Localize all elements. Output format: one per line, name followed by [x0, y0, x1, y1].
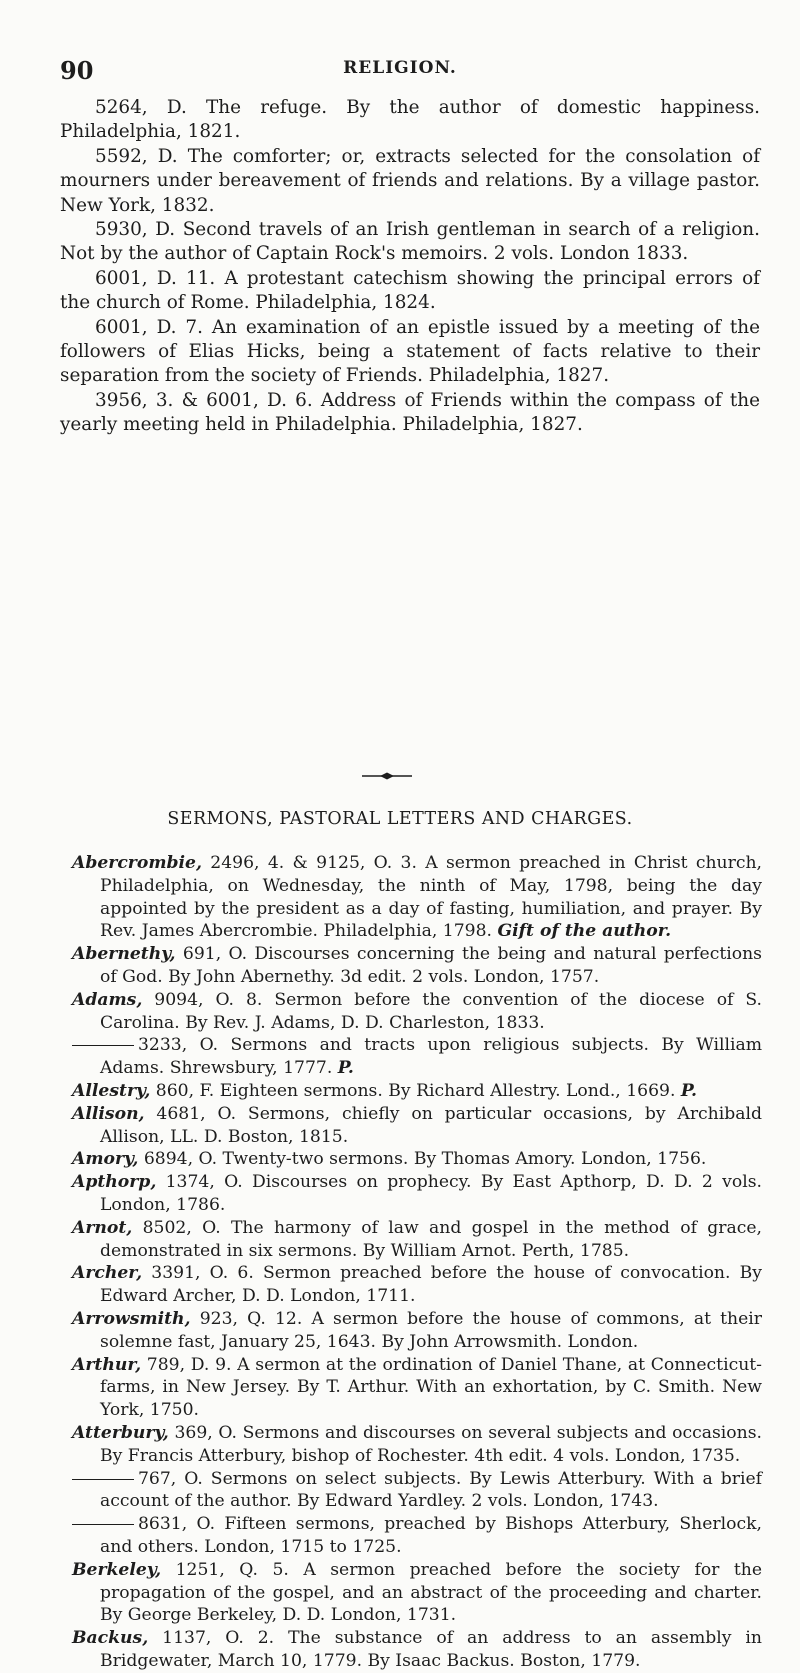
- section-heading: SERMONS, PASTORAL LETTERS AND CHARGES.: [167, 809, 633, 829]
- sermon-entry: [72, 1217, 762, 1263]
- catalog-entry: 5930, D. Second travels of an Irish gentleman in search of a religion. Not by the author of Captain Rock's memoirs. 2 vols. London 1833.: [60, 219, 760, 265]
- entry-note: Gift of the author.: [497, 921, 672, 942]
- entry-author: Adams,: [72, 989, 143, 1010]
- entry-text: 6894, O. Twenty-two sermons. By Thomas Amory. London, 1756.: [138, 1149, 707, 1170]
- sermon-entry: [72, 1513, 762, 1559]
- entry-author: Arnot,: [72, 1217, 133, 1238]
- sermon-entry: [72, 852, 762, 943]
- entry-text: 3233, O. Sermons and tracts upon religious subjects. By William Adams. Shrewsbury, 1777.: [100, 1035, 762, 1079]
- sermon-entry: [72, 1308, 762, 1354]
- entry-author: Berkeley,: [72, 1559, 162, 1580]
- entry-author: Amory,: [72, 1149, 139, 1170]
- entry-author: Allison,: [72, 1103, 145, 1124]
- sermon-entry: [72, 1354, 762, 1422]
- sermon-entry: [72, 1148, 762, 1171]
- section-divider-ornament: [360, 771, 414, 781]
- sermon-entry: [72, 1171, 762, 1217]
- entry-text: 8631, O. Fifteen sermons, preached by Bishops Atterbury, Sherlock, and others. London, 1715 to 1725.: [100, 1514, 762, 1557]
- entry-text: 369, O. Sermons and discourses on several subjects and occasions. By Francis Atterbury, bishop of Rochester. 4th edit. 4 vols. London, 1735.: [100, 1422, 762, 1466]
- entry-author: Archer,: [72, 1263, 143, 1284]
- sermon-entry: [72, 989, 762, 1035]
- sermon-entry: [72, 1468, 762, 1514]
- entry-text: 3391, O. 6. Sermon preached before the house of convocation. By Edward Archer, D. D. London, 1711.: [100, 1263, 762, 1307]
- entry-text: 1374, O. Discourses on prophecy. By East Apthorp, D. D. 2 vols. London, 1786.: [100, 1172, 762, 1215]
- top-entries: [60, 96, 760, 438]
- entry-text: 860, F. Eighteen sermons. By Richard Allestry. Lond., 1669.: [150, 1080, 681, 1101]
- entry-author: Allestry,: [72, 1080, 151, 1101]
- entry-author: Apthorp,: [72, 1172, 157, 1193]
- entry-text: 8502, O. The harmony of law and gospel in the method of grace, demonstrated in six sermons. By William Arnot. Perth, 1785.: [100, 1217, 762, 1261]
- sermon-entry: [72, 1422, 762, 1468]
- catalog-entry: 5264, D. The refuge. By the author of domestic happiness. Philadelphia, 1821.: [60, 97, 760, 143]
- ditto-dash: [72, 1524, 134, 1525]
- sermon-entry: [72, 1103, 762, 1149]
- catalog-entry: 6001, D. 7. An examination of an epistle issued by a meeting of the followers of Elias Hicks, being a statement of facts relative to their separation from the society of Friends. Philadelphia, 1827.: [60, 316, 760, 387]
- entry-text: 767, O. Sermons on select subjects. By Lewis Atterbury. With a brief account of the author. By Edward Yardley. 2 vols. London, 1743.: [100, 1468, 762, 1512]
- ditto-dash: [72, 1045, 134, 1046]
- running-title: RELIGION.: [343, 58, 457, 78]
- entry-note: P.: [680, 1080, 697, 1101]
- entry-text: 4681, O. Sermons, chiefly on particular occasions, by Archibald Allison, LL. D. Boston, 1815.: [100, 1103, 762, 1147]
- entry-text: 923, Q. 12. A sermon before the house of commons, at their solemne fast, January 25, 1643. By John Arrowsmith. London.: [100, 1308, 762, 1352]
- entry-author: Abernethy,: [72, 944, 176, 965]
- entry-text: 1251, Q. 5. A sermon preached before the society for the propagation of the gospel, and an abstract of the proceeding and charter. By George Berkeley, D. D. London, 1731.: [100, 1559, 762, 1626]
- sermon-entry: [72, 1627, 762, 1673]
- entry-text: 9094, O. 8. Sermon before the convention of the diocese of S. Carolina. By Rev. J. Adams, D. D. Charleston, 1833.: [100, 989, 762, 1033]
- sermon-entry: [72, 1559, 762, 1627]
- entry-text: 691, O. Discourses concerning the being and natural perfections of God. By John Abernethy. 3d edit. 2 vols. London, 1757.: [100, 944, 762, 987]
- catalog-entry: 6001, D. 11. A protestant catechism showing the principal errors of the church of Rome. Philadelphia, 1824.: [60, 267, 760, 314]
- entry-author: Arrowsmith,: [72, 1308, 191, 1329]
- page-number: 90: [60, 56, 94, 85]
- catalog-entry: 5592, D. The comforter; or, extracts selected for the consolation of mourners under bereavement of friends and relations. By a village pastor. New York, 1832.: [60, 145, 760, 216]
- sermon-entries: [72, 852, 762, 1673]
- entry-author: Backus,: [72, 1628, 149, 1649]
- sermon-entry: [72, 943, 762, 989]
- catalog-entry: 3956, 3. & 6001, D. 6. Address of Friends within the compass of the yearly meeting held in Philadelphia. Philadelphia, 1827.: [60, 389, 760, 436]
- entry-text: 2496, 4. & 9125, O. 3. A sermon preached in Christ church, Philadelphia, on Wednesday, the ninth of May, 1798, being the day appointed by the president as a day of fasting, humiliation, and prayer. By Rev. James Abercrombie. Philadelphia, 1798.: [100, 853, 762, 942]
- entry-text: 789, D. 9. A sermon at the ordination of Daniel Thane, at Connecticut-farms, in New Jersey. By T. Arthur. With an exhortation, by C. Smith. New York, 1750.: [100, 1354, 762, 1421]
- entry-author: Abercrombie,: [72, 853, 202, 873]
- entry-note: P.: [337, 1058, 354, 1079]
- sermon-entry: [72, 1262, 762, 1308]
- ditto-dash: [72, 1479, 134, 1480]
- entry-text: 1137, O. 2. The substance of an address to an assembly in Bridgewater, March 10, 1779. By Isaac Backus. Boston, 1779.: [100, 1628, 762, 1671]
- sermon-entry: [72, 1080, 762, 1103]
- sermon-entry: [72, 1034, 762, 1080]
- entry-author: Atterbury,: [72, 1422, 169, 1443]
- entry-author: Arthur,: [72, 1354, 142, 1375]
